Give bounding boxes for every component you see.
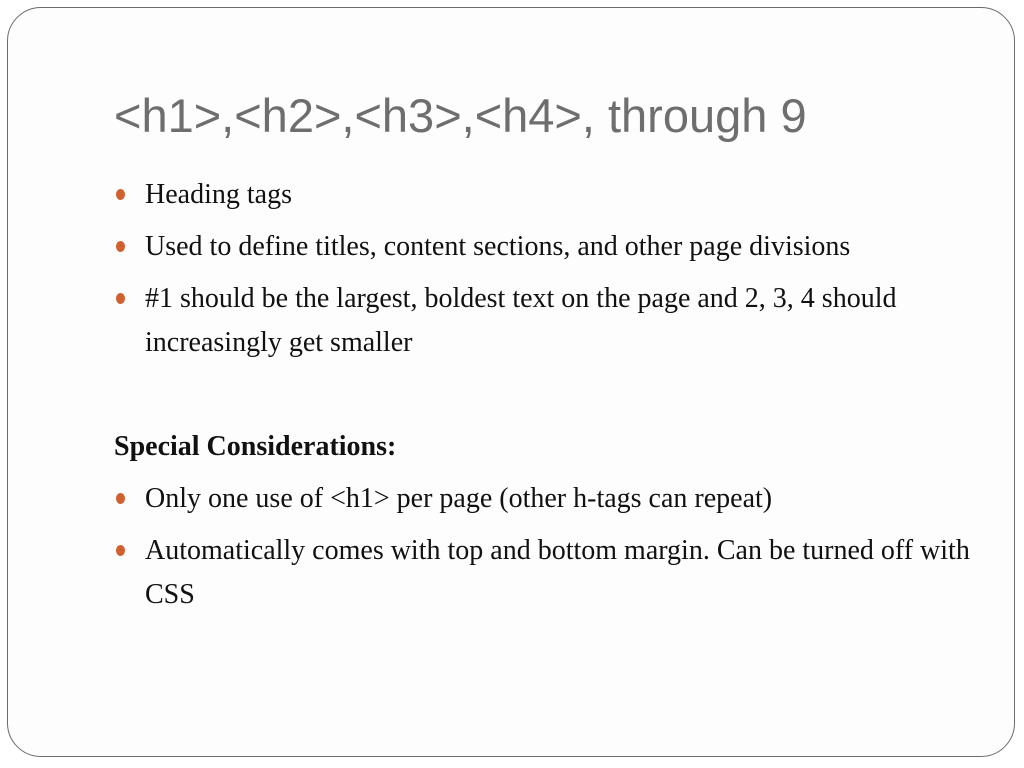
bullet-dot-icon [116, 241, 125, 252]
list-item [114, 277, 984, 365]
bullet-text: Automatically comes with top and bottom margin. Can be turned off with CSS [145, 535, 970, 610]
slide [7, 7, 1015, 757]
bullet-text: Heading tags [145, 179, 292, 210]
bullet-dot-icon [116, 545, 125, 556]
section-heading: Special Considerations: [114, 431, 397, 462]
bullet-text: Only one use of <h1> per page (other h-tags can repeat) [145, 483, 773, 514]
bullet-text: #1 should be the largest, boldest text on the page and 2, 3, 4 should increasingly get smaller [145, 283, 897, 358]
slide-body [114, 173, 984, 625]
list-item [114, 477, 984, 521]
considerations-list [114, 477, 984, 617]
bullet-text: Used to define titles, content sections, and other page divisions [145, 231, 851, 262]
list-item [114, 173, 984, 217]
slide-title: <h1>,<h2>,<h3>,<h4>, through 9 [114, 89, 807, 142]
bullet-list [114, 173, 984, 365]
list-item [114, 529, 984, 617]
bullet-dot-icon [116, 293, 125, 304]
bullet-dot-icon [116, 189, 125, 200]
list-item [114, 225, 984, 269]
bullet-dot-icon [116, 493, 125, 504]
